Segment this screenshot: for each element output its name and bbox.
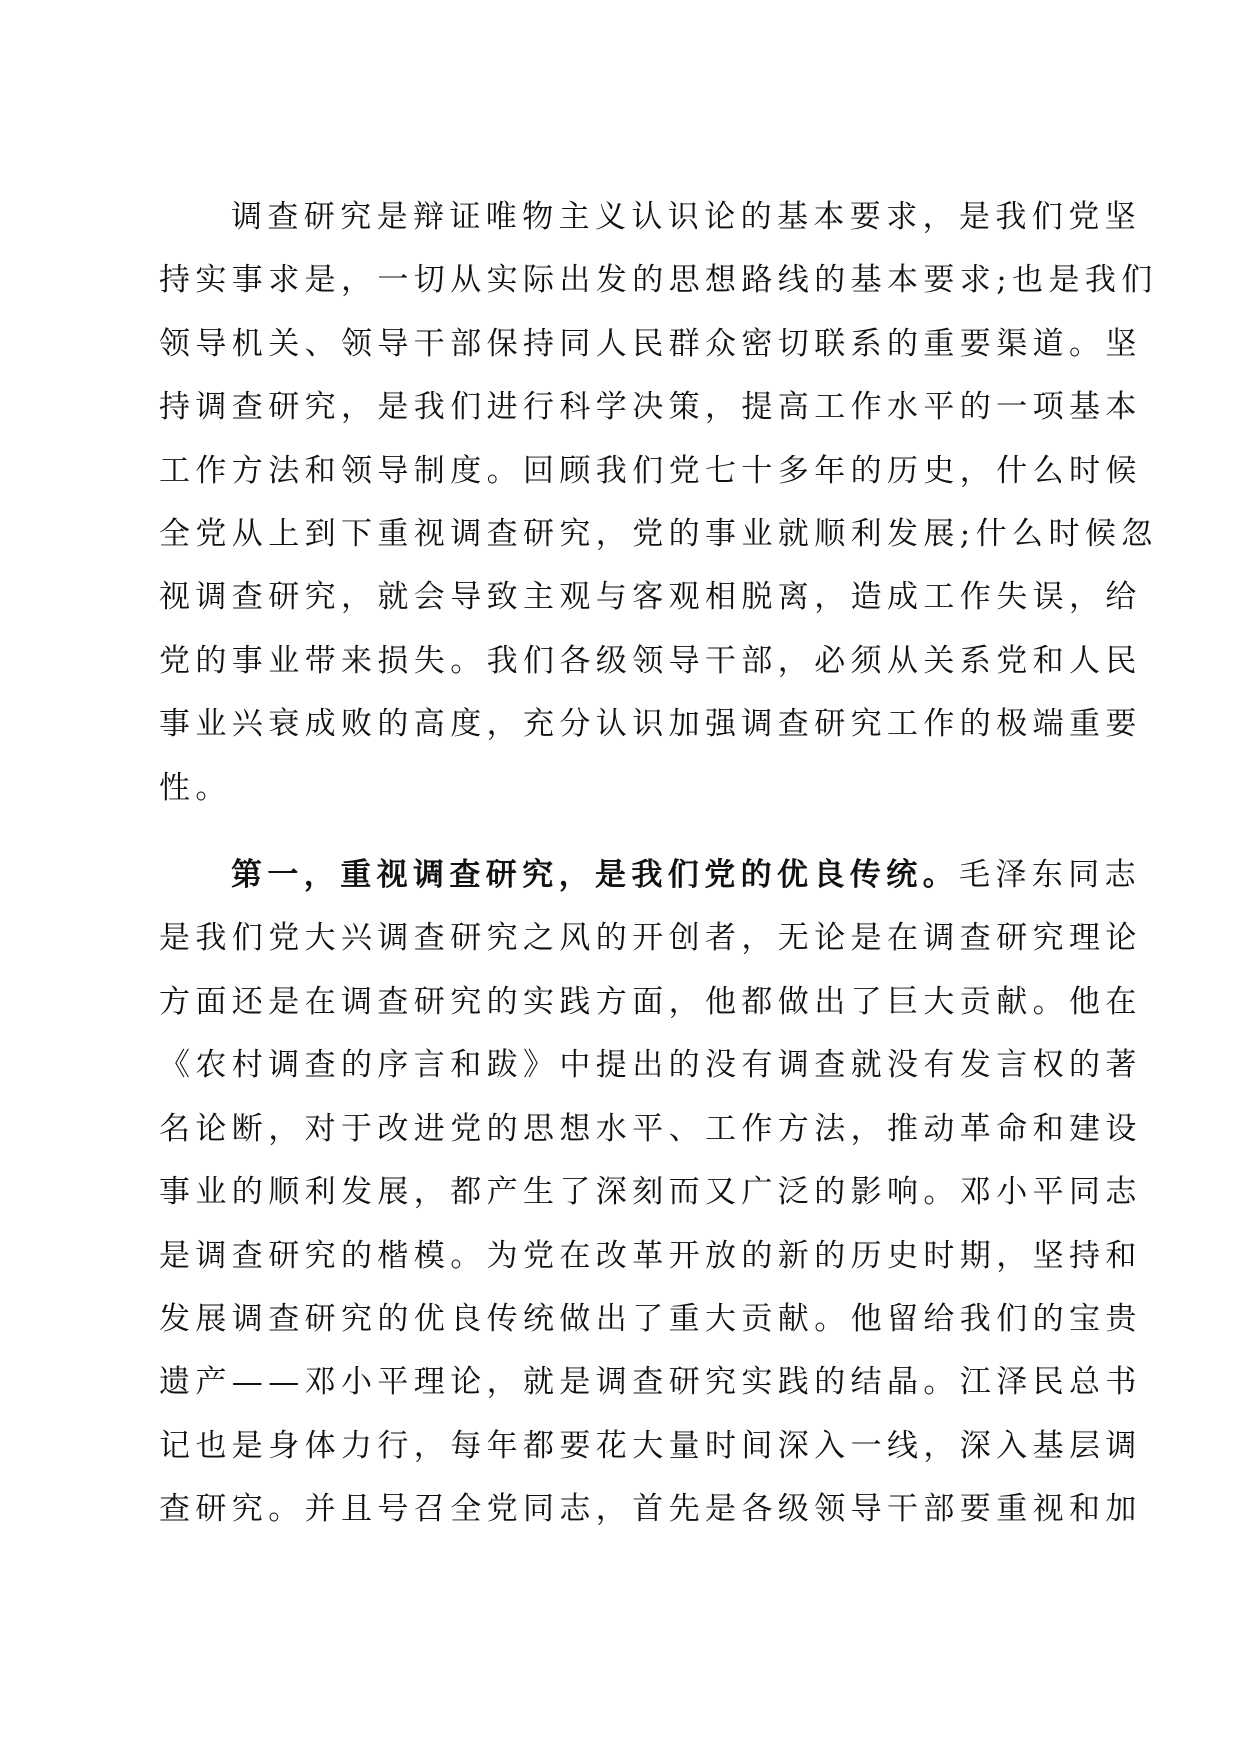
- text-line: 遗产——邓小平理论，就是调查研究实践的结晶。江泽民总书: [159, 1364, 1142, 1401]
- text-line: 查研究。并且号召全党同志，首先是各级领导干部要重视和加: [159, 1491, 1142, 1528]
- text-line: [159, 844, 1141, 907]
- text-line: 调查研究是辩证唯物主义认识论的基本要求，是我们党坚: [231, 199, 1141, 235]
- text-line: 全党从上到下重视调查研究，党的事业就顺利发展;什么时候忽: [159, 516, 1158, 553]
- text-line: 《农村调查的序言和跋》中提出的没有调查就没有发言权的著: [159, 1047, 1142, 1084]
- text-line: 领导机关、领导干部保持同人民群众密切联系的重要渠道。坚: [159, 325, 1142, 362]
- text-line: 是调查研究的楷模。为党在改革开放的新的历史时期，坚持和: [159, 1237, 1142, 1274]
- text-line: 党的事业带来损失。我们各级领导干部，必须从关系党和人民: [159, 642, 1142, 679]
- text-line-rest: 毛泽东同志: [959, 857, 1141, 894]
- text-line: 方面还是在调查研究的实践方面，他都做出了巨大贡献。他在: [159, 983, 1142, 1020]
- paragraph-first-point: [159, 844, 1142, 1541]
- point-heading: 第一，重视调查研究，是我们党的优良传统。: [231, 857, 959, 894]
- text-line: 事业兴衰成败的高度，充分认识加强调查研究工作的极端重要: [159, 706, 1142, 743]
- text-line: 工作方法和领导制度。回顾我们党七十多年的历史，什么时候: [159, 452, 1142, 489]
- paragraph-intro: [159, 186, 1158, 820]
- text-line: 记也是身体力行，每年都要花大量时间深入一线，深入基层调: [159, 1427, 1142, 1464]
- text-line: 事业的顺利发展，都产生了深刻而又广泛的影响。邓小平同志: [159, 1174, 1142, 1211]
- text-line: 持调查研究，是我们进行科学决策，提高工作水平的一项基本: [159, 389, 1142, 426]
- text-line: 发展调查研究的优良传统做出了重大贡献。他留给我们的宝贵: [159, 1300, 1142, 1337]
- document-body: [159, 186, 1158, 1542]
- text-line: 是我们党大兴调查研究之风的开创者，无论是在调查研究理论: [159, 920, 1142, 957]
- text-line: 名论断，对于改进党的思想水平、工作方法，推动革命和建设: [159, 1110, 1142, 1147]
- text-line: 视调查研究，就会导致主观与客观相脱离，造成工作失误，给: [159, 579, 1142, 616]
- text-line: 性。: [159, 769, 232, 806]
- text-line: 持实事求是，一切从实际出发的思想路线的基本要求;也是我们: [159, 262, 1158, 299]
